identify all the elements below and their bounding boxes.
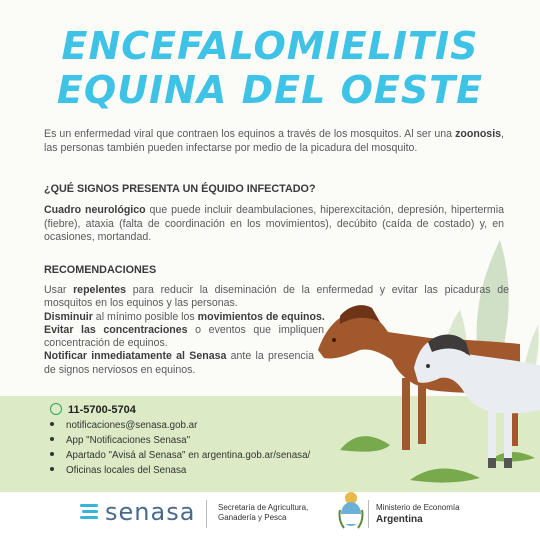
oficinas-item: Oficinas locales del Senasa (66, 465, 187, 476)
horses-illustration (310, 298, 540, 478)
ministerio-text: Ministerio de Economía Argentina (376, 503, 460, 525)
phone-row (50, 404, 136, 416)
title-line-1: ENCEFALOMIELITIS (61, 24, 479, 68)
rec-item-3: Evitar las concentraciones o eventos que impliquen concentración de equinos. (44, 323, 325, 350)
coat-of-arms-icon (338, 490, 364, 530)
app-item: App "Notificaciones Senasa" (66, 435, 191, 446)
title-line-2: EQUINA DEL OESTE (56, 68, 484, 112)
footer-divider (206, 500, 207, 528)
email-link[interactable]: notificaciones@senasa.gob.ar (66, 420, 198, 431)
senasa-logo-icon (80, 503, 100, 521)
signs-paragraph (44, 204, 504, 245)
phone-number[interactable]: 11-5700-5704 (68, 404, 136, 416)
signs-text: que puede incluir deambulaciones, hiperexcitación, depresión, hipertermia (fiebre), ataxia (falta de coordinación en los movimientos), decúbito (caída de costado) y, en ocasiones, mortandad. (44, 204, 505, 243)
rec-item-1: Usar repelentes para reducir la diseminación de la enfermedad y evitar las picaduras de mosquitos en los equinos y las personas. (44, 284, 509, 310)
bullet-icon (50, 452, 54, 456)
secretaria-text: Secretaría de Agricultura, Ganadería y Pesca (218, 503, 309, 522)
intro-paragraph (44, 128, 504, 155)
contact-item-oficinas (50, 465, 186, 476)
contact-item-email (50, 420, 197, 431)
rec-item-2: Disminuir al mínimo posible los movimientos de equinos. (44, 310, 325, 323)
contact-item-app (50, 435, 190, 446)
recommendations-heading: RECOMENDACIONES (44, 264, 157, 276)
intro-text-2: , las personas también pueden infectarse por medio de la picadura del mosquito. (44, 128, 504, 154)
senasa-logo-text: senasa (105, 498, 196, 526)
whatsapp-icon (50, 403, 62, 415)
bullet-icon (50, 467, 54, 471)
intro-text-1: Es un enfermedad viral que contraen los equinos a través de los mosquitos. Al ser una (44, 128, 456, 140)
signs-heading: ¿QUÉ SIGNOS PRESENTA UN ÉQUIDO INFECTADO? (44, 183, 316, 195)
apartado-item[interactable]: Apartado "Avisá al Senasa" en argentina.gob.ar/senasa/ (66, 450, 311, 461)
rec-item-4: Notificar inmediatamente al Senasa ante la presencia de signos nerviosos en equinos. (44, 350, 314, 376)
bullet-icon (50, 437, 54, 441)
footer-divider-2 (368, 500, 369, 528)
signs-bold: Cuadro neurológico (44, 204, 146, 216)
contact-item-apartado (50, 450, 310, 461)
bullet-icon (50, 422, 54, 426)
intro-bold-zoonosis: zoonosis (455, 128, 502, 140)
